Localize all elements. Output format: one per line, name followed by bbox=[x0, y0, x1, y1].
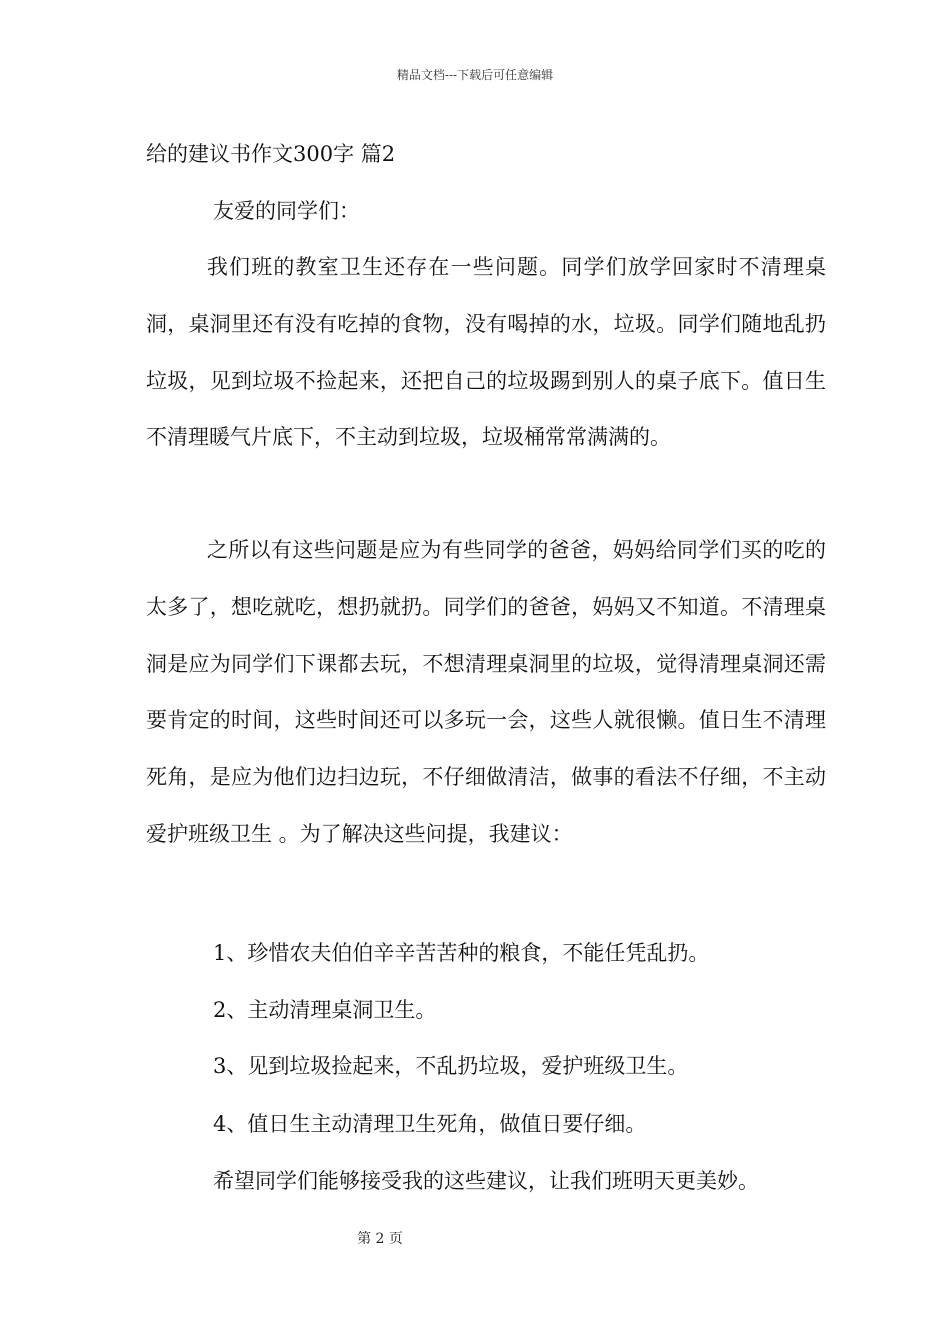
suggestion-item: 4、值日生主动清理卫生死角，做值日要仔细。 bbox=[213, 1112, 647, 1136]
document-title: 给的建议书作文300字 篇2 bbox=[146, 142, 396, 166]
body-paragraph: 之所以有这些问题是应为有些同学的爸爸，妈妈给同学们买的吃的太多了，想吃就吃，想扔就扔。同学们的爸爸，妈妈又不知道。不清理桌洞是应为同学们下课都去玩，不想清理桌洞里的垃圾，觉得清理桌洞还需要肯定的时间，这些时间还可以多玩一会，这些人就很懒。值日生不清理死角，是应为他们边扫边玩，不仔细做清洁，做事的看法不仔细，不主动爱护班级卫生 。为了解决这些问提，我建议： bbox=[146, 538, 826, 846]
suggestion-item: 3、见到垃圾捡起来，不乱扔垃圾，爱护班级卫生。 bbox=[213, 1054, 689, 1078]
closing-sentence: 希望同学们能够接受我的这些建议，让我们班明天更美妙。 bbox=[213, 1169, 759, 1193]
salutation: 友爱的同学们： bbox=[213, 199, 360, 223]
page-header: 精品文档---下载后可任意编辑 bbox=[396, 68, 554, 82]
page-number: 第 2 页 bbox=[357, 1231, 403, 1247]
suggestion-item: 1、珍惜农夫伯伯辛辛苦苦种的粮食，不能任凭乱扔。 bbox=[213, 941, 710, 965]
suggestion-item: 2、主动清理桌洞卫生。 bbox=[213, 998, 437, 1022]
body-paragraph: 我们班的教室卫生还存在一些问题。同学们放学回家时不清理桌洞，桌洞里还有没有吃掉的食物，没有喝掉的水，垃圾。同学们随地乱扔垃圾，见到垃圾不捡起来，还把自己的垃圾踢到别人的桌子底下。值日生不清理暖气片底下，不主动到垃圾，垃圾桶常常满满的。 bbox=[146, 255, 826, 450]
